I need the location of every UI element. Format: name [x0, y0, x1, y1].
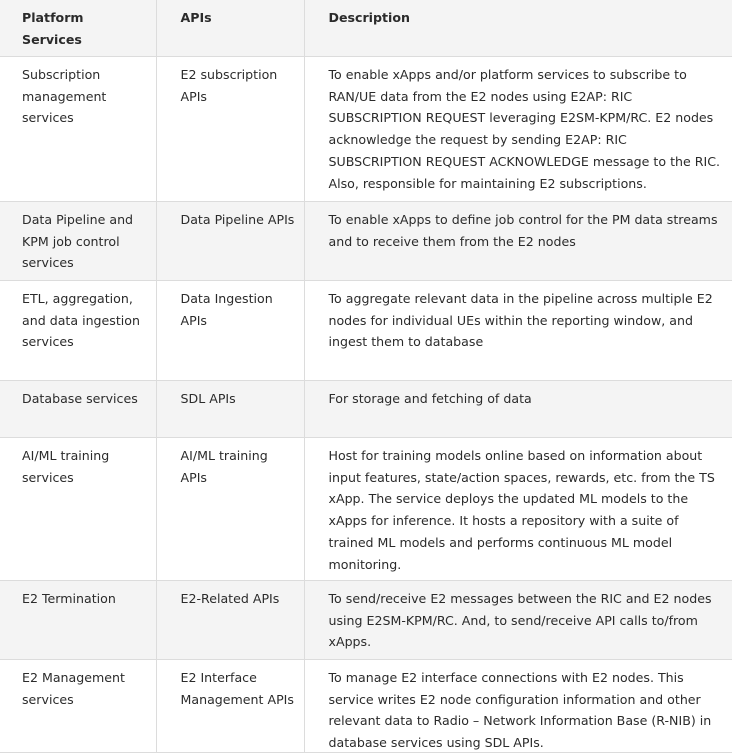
- api-cell: [156, 202, 304, 281]
- description-cell: [304, 438, 732, 581]
- api-cell: [156, 660, 304, 753]
- service-name: E2 Termination: [22, 591, 116, 606]
- table-row: [0, 581, 732, 660]
- service-name: E2 Management services: [22, 670, 125, 707]
- description-cell: [304, 581, 732, 660]
- table-row: [0, 381, 732, 438]
- api-cell: [156, 581, 304, 660]
- service-name: AI/ML training services: [22, 448, 110, 485]
- service-cell: [0, 202, 156, 281]
- api-cell: [156, 381, 304, 438]
- api-name: E2-Related APIs: [180, 591, 280, 606]
- service-cell: [0, 381, 156, 438]
- table-row: [0, 660, 732, 753]
- service-cell: [0, 438, 156, 581]
- description-text: To enable xApps to define job control for the PM data streams and to receive them from the E2 nodes: [328, 212, 718, 249]
- header-apis-label: APIs: [180, 10, 212, 25]
- service-cell: [0, 581, 156, 660]
- table-row: [0, 57, 732, 202]
- api-name: E2 subscription APIs: [180, 67, 278, 104]
- service-name: Database services: [22, 391, 138, 406]
- description-cell: [304, 202, 732, 281]
- description-cell: [304, 381, 732, 438]
- api-cell: [156, 281, 304, 381]
- service-name: Data Pipeline and KPM job control services: [22, 212, 134, 271]
- description-text: To send/receive E2 messages between the RIC and E2 nodes using E2SM-KPM/RC. And, to send/receive API calls to/from xApps.: [328, 591, 712, 650]
- service-cell: [0, 660, 156, 753]
- description-text: To manage E2 interface connections with E2 nodes. This service writes E2 node configuration information and other relevant data to Radio – Network Information Base (R-NIB) in database services using SDL APIs.: [328, 670, 712, 751]
- api-cell: [156, 438, 304, 581]
- api-name: Data Ingestion APIs: [180, 291, 273, 328]
- header-description: [304, 0, 732, 57]
- header-row: [0, 0, 732, 57]
- api-name: E2 Interface Management APIs: [180, 670, 294, 707]
- description-text: To aggregate relevant data in the pipeline across multiple E2 nodes for individual UEs within the reporting window, and ingest them to database: [328, 291, 713, 350]
- description-text: For storage and fetching of data: [328, 391, 532, 406]
- api-name: Data Pipeline APIs: [180, 212, 295, 227]
- service-cell: [0, 57, 156, 202]
- api-name: AI/ML training APIs: [180, 448, 268, 485]
- table-row: [0, 202, 732, 281]
- table-row: [0, 438, 732, 581]
- description-text: Host for training models online based on information about input features, state/action spaces, rewards, etc. from the TS xApp. The service deploys the updated ML models to the xApps for inference. It hosts a repository with a suite of trained ML models and performs continuous ML model monitoring.: [328, 448, 715, 572]
- description-cell: [304, 660, 732, 753]
- table-row: [0, 281, 732, 381]
- description-cell: [304, 281, 732, 381]
- header-description-label: Description: [328, 10, 410, 25]
- header-apis: [156, 0, 304, 57]
- header-platform-services: [0, 0, 156, 57]
- api-cell: [156, 57, 304, 202]
- api-name: SDL APIs: [180, 391, 236, 406]
- description-cell: [304, 57, 732, 202]
- service-name: Subscription management services: [22, 67, 107, 126]
- service-cell: [0, 281, 156, 381]
- header-platform-services-label: Platform Services: [22, 10, 84, 47]
- service-name: ETL, aggregation, and data ingestion services: [22, 291, 140, 350]
- description-text: To enable xApps and/or platform services to subscribe to RAN/UE data from the E2 nodes using E2AP: RIC SUBSCRIPTION REQUEST leveraging E2SM-KPM/RC. E2 nodes acknowledge the request by sending E2AP: RIC SUBSCRIPTION REQUEST ACKNOWLEDGE message to the RIC. Also, responsible for maintaining E2 subscriptions.: [328, 67, 721, 191]
